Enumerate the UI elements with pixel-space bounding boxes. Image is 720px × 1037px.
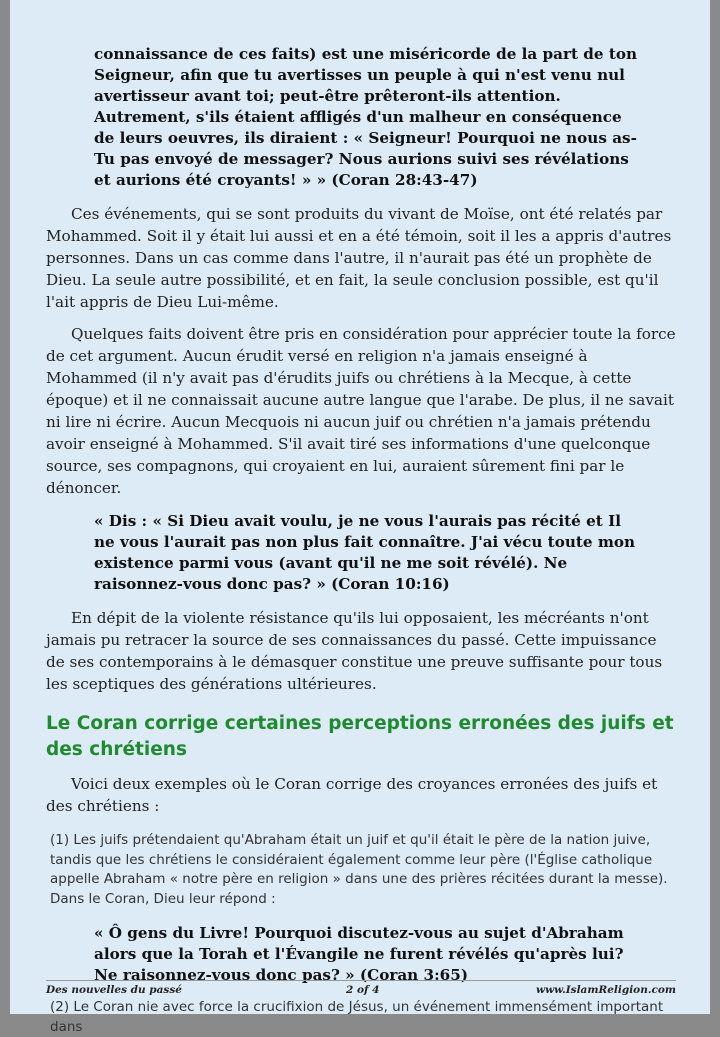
page-number: 2 of 4 — [346, 984, 380, 996]
list-item: (1) Les juifs prétendaient qu'Abraham était un juif et qu'il était le père de la nation juive, tandis que les chrétiens le considéraient également comme leur père (l'Église catholique appelle Abraham « notre père en religion » dans une des prières récitées durant la messe). Dans le Coran, Dieu leur répond : — [50, 832, 668, 907]
paragraph: Quelques faits doivent être pris en considération pour apprécier toute la force de cet argument. Aucun érudit versé en religion n'a jamais enseigné à Mohammed (il n'y avait pas d'érudits juifs ou chrétiens à la Mecque, à cette époque) et il ne connaissait aucune autre langue que l'arabe. De plus, il ne savait ni lire ni écrire. Aucun Mecquois ni aucun juif ou chrétien n'a jamais prétendu avoir enseigné à Mohammed. S'il avait tiré ses informations d'une quelconque source, ses compagnons, qui croyaient en lui, auraient sûrement fini par le dénoncer. — [46, 325, 676, 497]
footer-website: www.IslamReligion.com — [536, 984, 676, 996]
quote-block: connaissance de ces faits) est une miséricorde de la part de ton Seigneur, afin que tu avertisses un peuple à qui n'est venu nul avertisseur avant toi; peut-être prêteront-ils attention. Autrement, s'ils étaient affligés d'un malheur en conséquence de leurs oeuvres, ils diraient : « Seigneur! Pourquoi ne nous as-Tu pas envoyé de messager? Nous aurions suivi ses révélations et aurions été croyants! » » (Coran 28:43-47) — [94, 45, 638, 189]
page-content — [46, 44, 676, 1037]
paragraph: En dépit de la violente résistance qu'ils lui opposaient, les mécréants n'ont jamais pu retracer la source de ses connaissances du passé. Cette impuissance de ses contemporains à le démasquer constitue une preuve suffisante pour tous les sceptiques des générations ultérieures. — [46, 609, 663, 693]
footer-title: Des nouvelles du passé — [46, 984, 182, 996]
document-page — [10, 0, 710, 1035]
quote-block: « Ô gens du Livre! Pourquoi discutez-vous au sujet d'Abraham alors que la Torah et l'Évangile ne furent révélés qu'après lui? Ne raisonnez-vous donc pas? » (Coran 3:65) — [94, 924, 624, 984]
page-footer — [46, 980, 676, 996]
paragraph: Ces événements, qui se sont produits du vivant de Moïse, ont été relatés par Mohammed. Soit il y était lui aussi et en a été témoin, soit il les a appris d'autres personnes. Dans un cas comme dans l'autre, il n'aurait pas été un prophète de Dieu. La seule autre possibilité, et en fait, la seule conclusion possible, est qu'il l'ait appris de Dieu Lui-même. — [46, 205, 672, 311]
quote-block: « Dis : « Si Dieu avait voulu, je ne vous l'aurais pas récité et Il ne vous l'aurait pas non plus fait connaître. J'ai vécu toute mon existence parmi vous (avant qu'il ne me soit révélé). Ne raisonnez-vous donc pas? » (Coran 10:16) — [94, 512, 636, 593]
section-heading: Le Coran corrige certaines perceptions erronées des juifs et des chrétiens — [46, 713, 674, 760]
list-item: (2) Le Coran nie avec force la crucifixion de Jésus, un événement immensément important dans — [50, 999, 664, 1035]
paragraph: Voici deux exemples où le Coran corrige des croyances erronées des juifs et des chrétiens : — [46, 775, 658, 815]
